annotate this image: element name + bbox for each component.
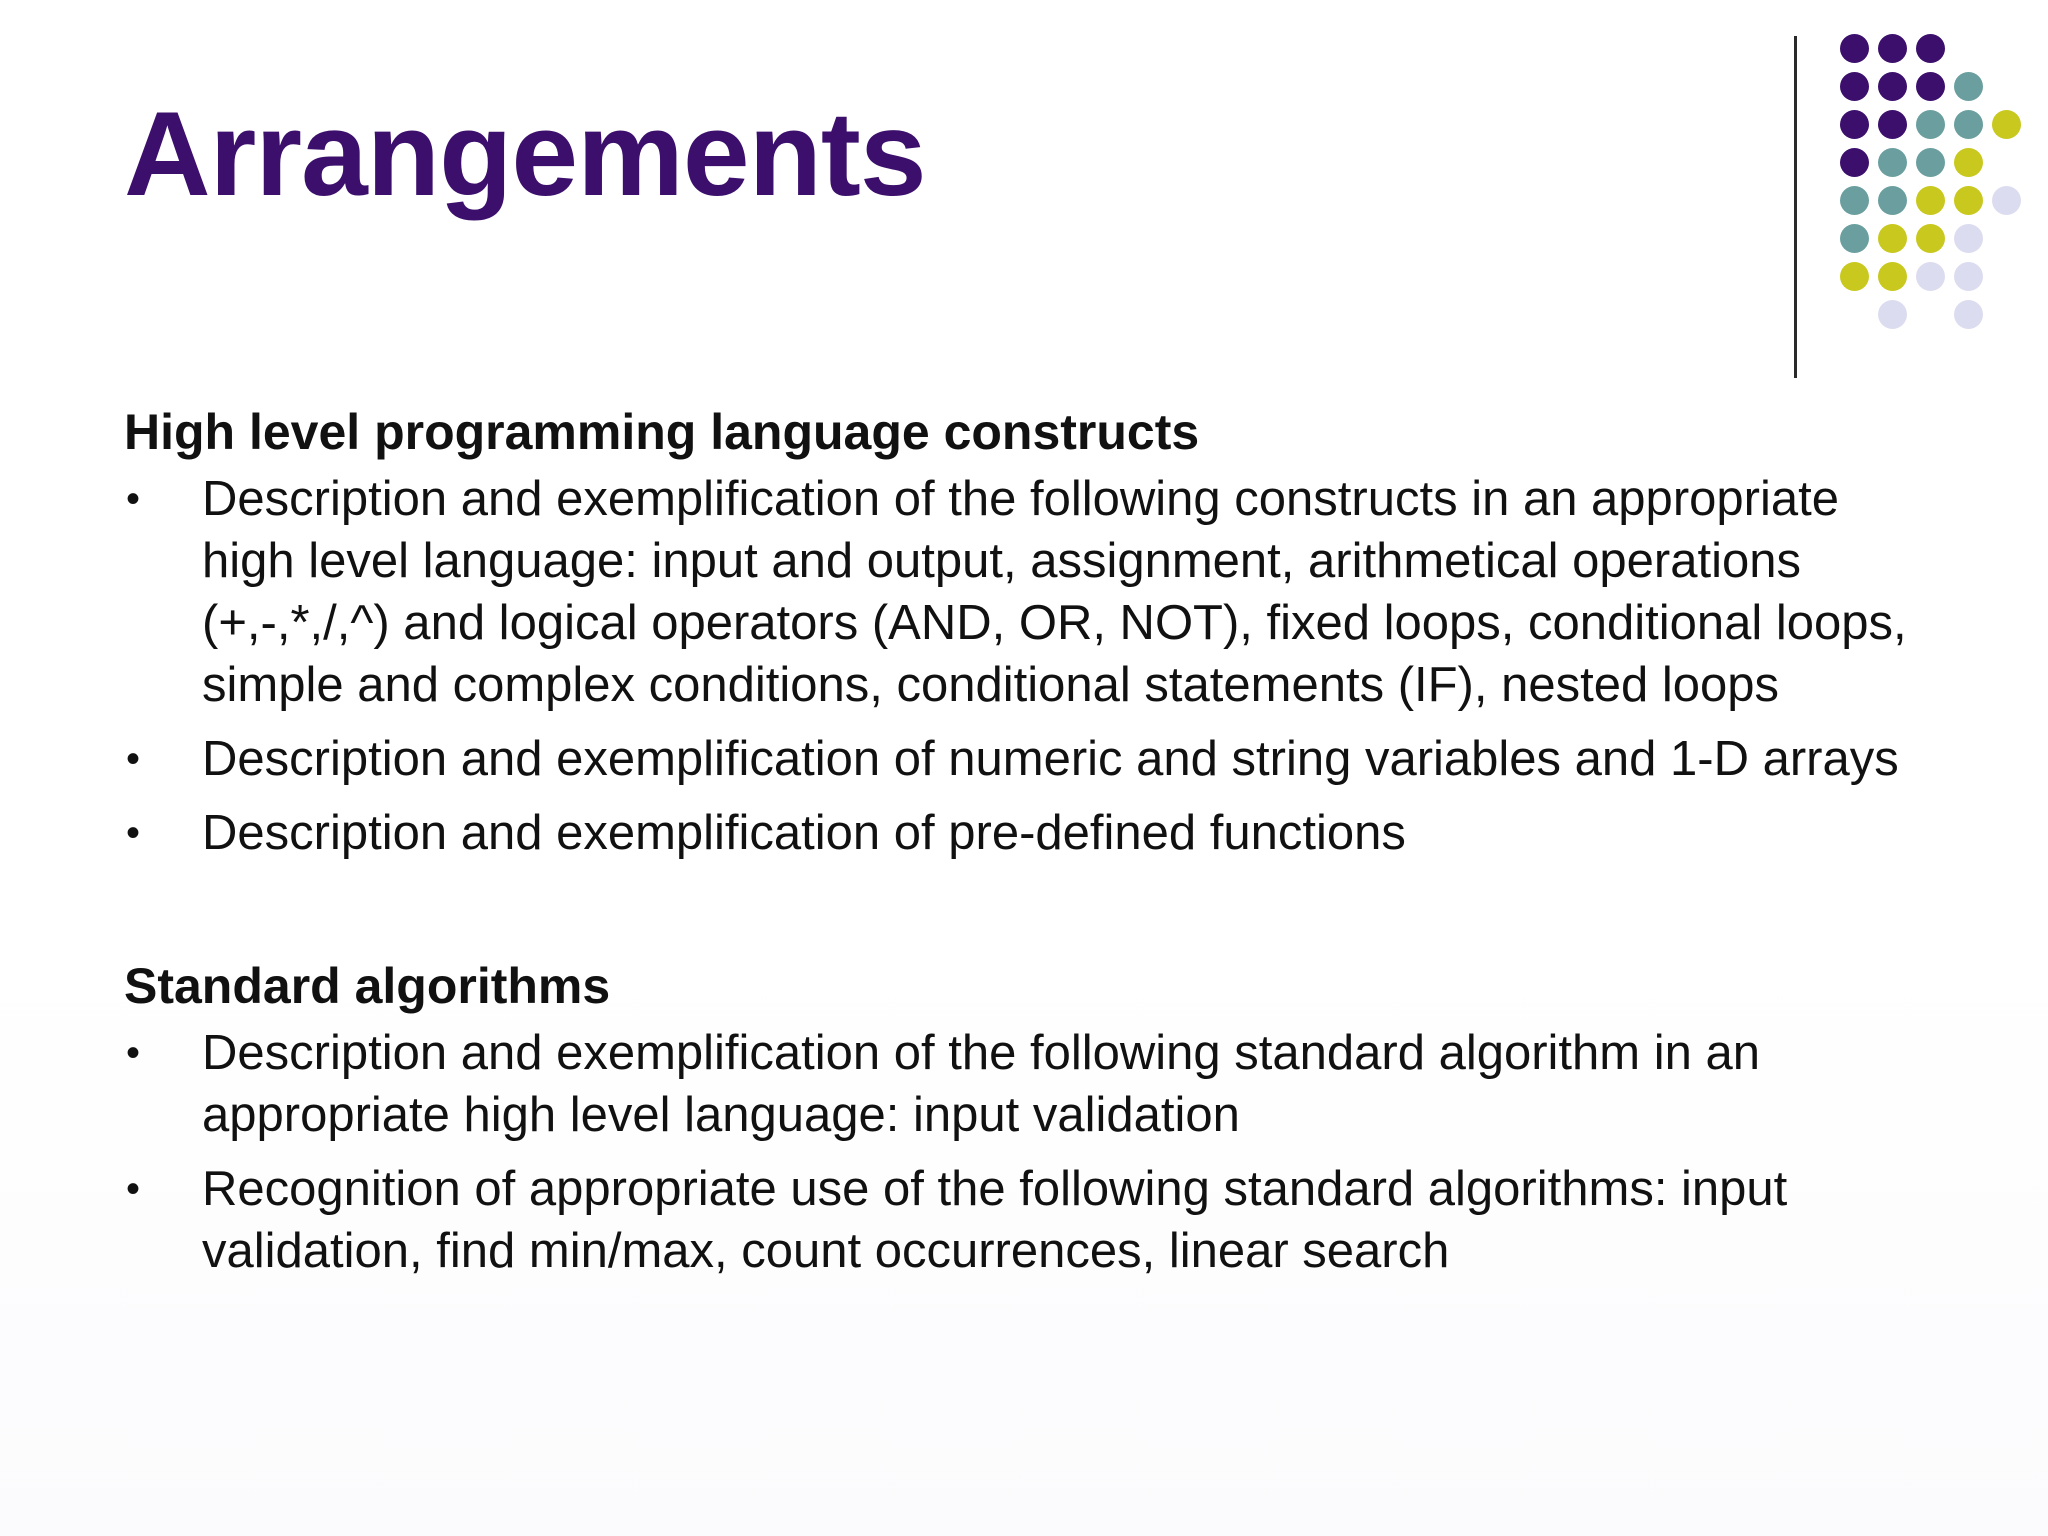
decorative-dot	[1954, 186, 1983, 215]
decorative-dot	[1840, 262, 1869, 291]
decorative-dot	[1878, 186, 1907, 215]
decorative-dot	[1840, 224, 1869, 253]
section-heading: Standard algorithms	[124, 958, 611, 1014]
decorative-dot	[1840, 72, 1869, 101]
decorative-dot	[1916, 72, 1945, 101]
decorative-dot	[1954, 110, 1983, 139]
decorative-dot	[1840, 148, 1869, 177]
bullet-text: Description and exemplification of numeric and string variables and 1-D arrays	[202, 732, 1899, 786]
bullet-icon: •	[126, 1167, 141, 1211]
decorative-dot	[1916, 224, 1945, 253]
bullet-list	[124, 468, 1944, 864]
slide-content	[124, 400, 1944, 1294]
slide-title: Arrangements	[124, 87, 926, 221]
bullet-item	[124, 728, 1944, 790]
bullet-text: Description and exemplification of the following constructs in an appropriate high level language: input and output, assignment, arithmetical operations (+,-,*,/,^) and logical operators (AND, OR, NOT), fixed loops, conditional loops, simple and complex conditions, conditional statements (IF), nested loops	[202, 472, 1907, 712]
decorative-dot	[1916, 148, 1945, 177]
decorative-dot	[1878, 262, 1907, 291]
bullet-text: Description and exemplification of pre-defined functions	[202, 806, 1406, 860]
section-spacer	[124, 876, 1944, 954]
decorative-dot	[1878, 300, 1907, 329]
decorative-dot	[1992, 186, 2021, 215]
decorative-dot	[1954, 72, 1983, 101]
decorative-dot	[1878, 148, 1907, 177]
section-heading: High level programming language constructs	[124, 404, 1200, 460]
bullet-text: Description and exemplification of the following standard algorithm in an appropriate high level language: input validation	[202, 1026, 1760, 1142]
bullet-icon: •	[126, 737, 141, 781]
section-standard-algorithms	[124, 954, 1944, 1282]
bullet-item	[124, 1158, 1944, 1282]
bullet-icon: •	[126, 477, 141, 521]
decorative-dot	[1954, 262, 1983, 291]
bullet-icon: •	[126, 811, 141, 855]
decorative-dot	[1916, 110, 1945, 139]
decorative-dot	[1878, 34, 1907, 63]
decorative-dot	[1916, 34, 1945, 63]
decorative-dot	[1878, 224, 1907, 253]
bullet-item	[124, 1022, 1944, 1146]
decorative-dot	[1840, 110, 1869, 139]
decorative-dot	[1878, 72, 1907, 101]
bullet-list	[124, 1022, 1944, 1282]
bullet-icon: •	[126, 1031, 141, 1075]
decorative-dot	[1840, 34, 1869, 63]
bullet-text: Recognition of appropriate use of the following standard algorithms: input validation, find min/max, count occurrences, linear search	[202, 1162, 1788, 1278]
decorative-divider-line	[1794, 36, 1797, 378]
decorative-dot	[1992, 110, 2021, 139]
decorative-dot	[1840, 186, 1869, 215]
decorative-dot	[1954, 148, 1983, 177]
decorative-dot	[1954, 224, 1983, 253]
bullet-item	[124, 802, 1944, 864]
decorative-dot	[1916, 186, 1945, 215]
decorative-dot	[1916, 262, 1945, 291]
decorative-dot	[1954, 300, 1983, 329]
bullet-item	[124, 468, 1944, 716]
section-programming-constructs	[124, 400, 1944, 864]
decorative-dot	[1878, 110, 1907, 139]
